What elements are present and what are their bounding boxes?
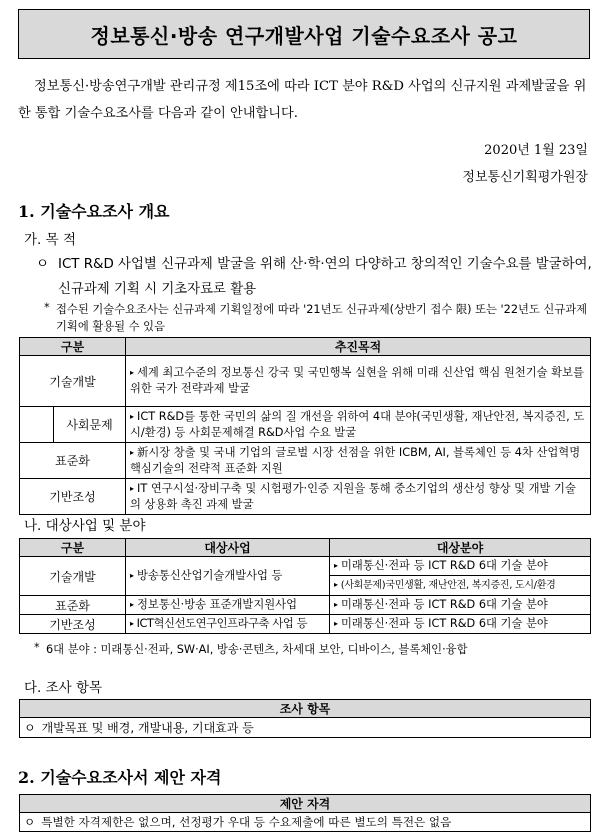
row-category: 표준화 — [20, 443, 126, 479]
six-fields-note — [34, 641, 594, 658]
purpose-note — [44, 301, 592, 335]
survey-items-header: 조사 항목 — [20, 700, 591, 718]
six-fields-note-text: 6대 분야 : 미래통신·전파, SW·AI, 방송·콘텐츠, 차세대 보안, 디바이스, 블록체인·융합 — [46, 643, 468, 656]
target-table-header-biz: 대상사업 — [126, 539, 330, 557]
eligibility-text: 특별한 자격제한은 없으며, 선정평가 우대 등 수요제출에 따른 별도의 특전은 없음 — [41, 815, 452, 829]
eligibility-table — [19, 794, 591, 832]
row-description: ICT R&D를 통한 국민의 삶의 질 개선을 위하여 4대 분야(국민생활, 재난안전, 복지증진, 도시/환경) 등 사회문제해결 R&D사업 수요 발굴 — [130, 409, 585, 439]
triangle-bullet-icon: ▸ — [130, 571, 135, 580]
purpose-table-header-cat: 구분 — [20, 338, 126, 356]
purpose-note-text: 접수된 기술수요조사는 신규과제 기획일정에 따라 '21년도 신규과제(상반기 접수 限) 또는 '22년도 신규과제기획에 활용될 수 있음 — [56, 303, 588, 333]
target-table-header-cat: 구분 — [20, 539, 126, 557]
triangle-bullet-icon: ▸ — [130, 411, 135, 421]
triangle-bullet-icon: ▸ — [334, 600, 339, 609]
row-category: 기반조성 — [20, 615, 126, 634]
row-category: 기술개발 — [20, 557, 126, 596]
triangle-bullet-icon: ▸ — [130, 483, 135, 493]
table-row — [20, 443, 591, 479]
target-table-header-fields: 대상분야 — [330, 539, 591, 557]
purpose-bullet — [36, 252, 592, 302]
note-mark: * — [34, 641, 40, 654]
row-business: ICT혁신선도연구인프라구축 사업 등 — [136, 617, 308, 630]
row-business: 정보통신·방송 표준개발지원사업 — [137, 598, 297, 611]
purpose-table — [19, 337, 591, 515]
announcement-date: 2020년 1월 23일 — [484, 143, 588, 158]
table-row — [20, 615, 591, 634]
table-row — [20, 557, 591, 576]
purpose-text: ICT R&D 사업별 신규과제 발굴을 위해 산·학·연의 다양하고 창의적인 기술수요를 발굴하여, 신규과제 기획 시 기초자료로 활용 — [58, 257, 592, 297]
survey-items-table — [19, 699, 591, 738]
bullet-mark: ㅇ — [36, 257, 49, 272]
table-row — [20, 479, 591, 515]
row-field: 미래통신·전파 등 ICT R&D 6대 기술 분야 — [341, 598, 548, 611]
triangle-bullet-icon: ▸ — [130, 368, 135, 377]
triangle-bullet-icon: ▸ — [334, 561, 339, 570]
table-row — [20, 596, 591, 615]
row-description: IT 연구시설·장비구축 및 시험평가·인증 지원을 통해 중소기업의 생산성 향상 및 개발 기술의 상용화 촉진 과제 발굴 — [130, 481, 576, 511]
purpose-table-header-desc: 추진목적 — [126, 338, 591, 356]
row-category: 기반조성 — [20, 479, 126, 515]
page-title: 정보통신·방송 연구개발사업 기술수요조사 공고 — [18, 9, 590, 59]
item-mark: ㅇ — [24, 815, 36, 829]
row-category: 표준화 — [20, 596, 126, 615]
row-business: 방송통신산업기술개발사업 등 — [137, 569, 283, 582]
indent-spacer — [20, 407, 54, 443]
row-field: 미래통신·전파 등 ICT R&D 6대 기술 분야 — [341, 617, 548, 630]
section1-heading: 1. 기술수요조사 개요 — [18, 202, 170, 221]
row-category: 기술개발 — [20, 356, 126, 407]
issuer: 정보통신기획평가원장 — [462, 170, 588, 185]
row-field: (사회문제)국민생활, 재난안전, 복지증진, 도시/환경 — [340, 580, 556, 591]
eligibility-header: 제안 자격 — [20, 795, 591, 813]
table-row — [20, 356, 591, 407]
row-description: 세계 최고수준의 정보통신 강국 및 국민행복 실현을 위해 미래 신산업 핵심 원천기술 확보를 위한 국가 전략과제 발굴 — [130, 366, 584, 395]
row-category: 사회문제 — [54, 407, 126, 443]
note-mark: * — [44, 301, 50, 314]
triangle-bullet-icon: ▸ — [130, 619, 134, 628]
triangle-bullet-icon: ▸ — [334, 580, 338, 589]
section1-na-heading: 나. 대상사업 및 분야 — [24, 518, 146, 534]
intro-paragraph: 정보통신·방송연구개발 관리규정 제15조에 따라 ICT 분야 R&D 사업의 신규지원 과제발굴을 위한 통합 기술수요조사를 다음과 같이 안내합니다. — [18, 79, 587, 121]
row-field: 미래통신·전파 등 ICT R&D 6대 기술 분야 — [341, 559, 548, 572]
survey-item-text: 개발목표 및 배경, 개발내용, 기대효과 등 — [41, 720, 254, 735]
section1-da-heading: 다. 조사 항목 — [24, 680, 103, 696]
triangle-bullet-icon: ▸ — [334, 619, 339, 628]
section2-heading: 2. 기술수요조사서 제안 자격 — [18, 768, 222, 787]
row-description: 新시장 창출 및 국내 기업의 글로벌 시장 선점을 위한 ICBM, AI, 블록체인 등 4차 산업혁명 핵심기술의 전략적 표준화 지원 — [130, 445, 581, 475]
table-row — [20, 407, 591, 443]
target-table — [19, 538, 591, 634]
triangle-bullet-icon: ▸ — [130, 600, 135, 609]
section1-ga-heading: 가. 목 적 — [24, 232, 76, 248]
item-mark: ㅇ — [24, 720, 36, 735]
triangle-bullet-icon: ▸ — [130, 447, 135, 457]
